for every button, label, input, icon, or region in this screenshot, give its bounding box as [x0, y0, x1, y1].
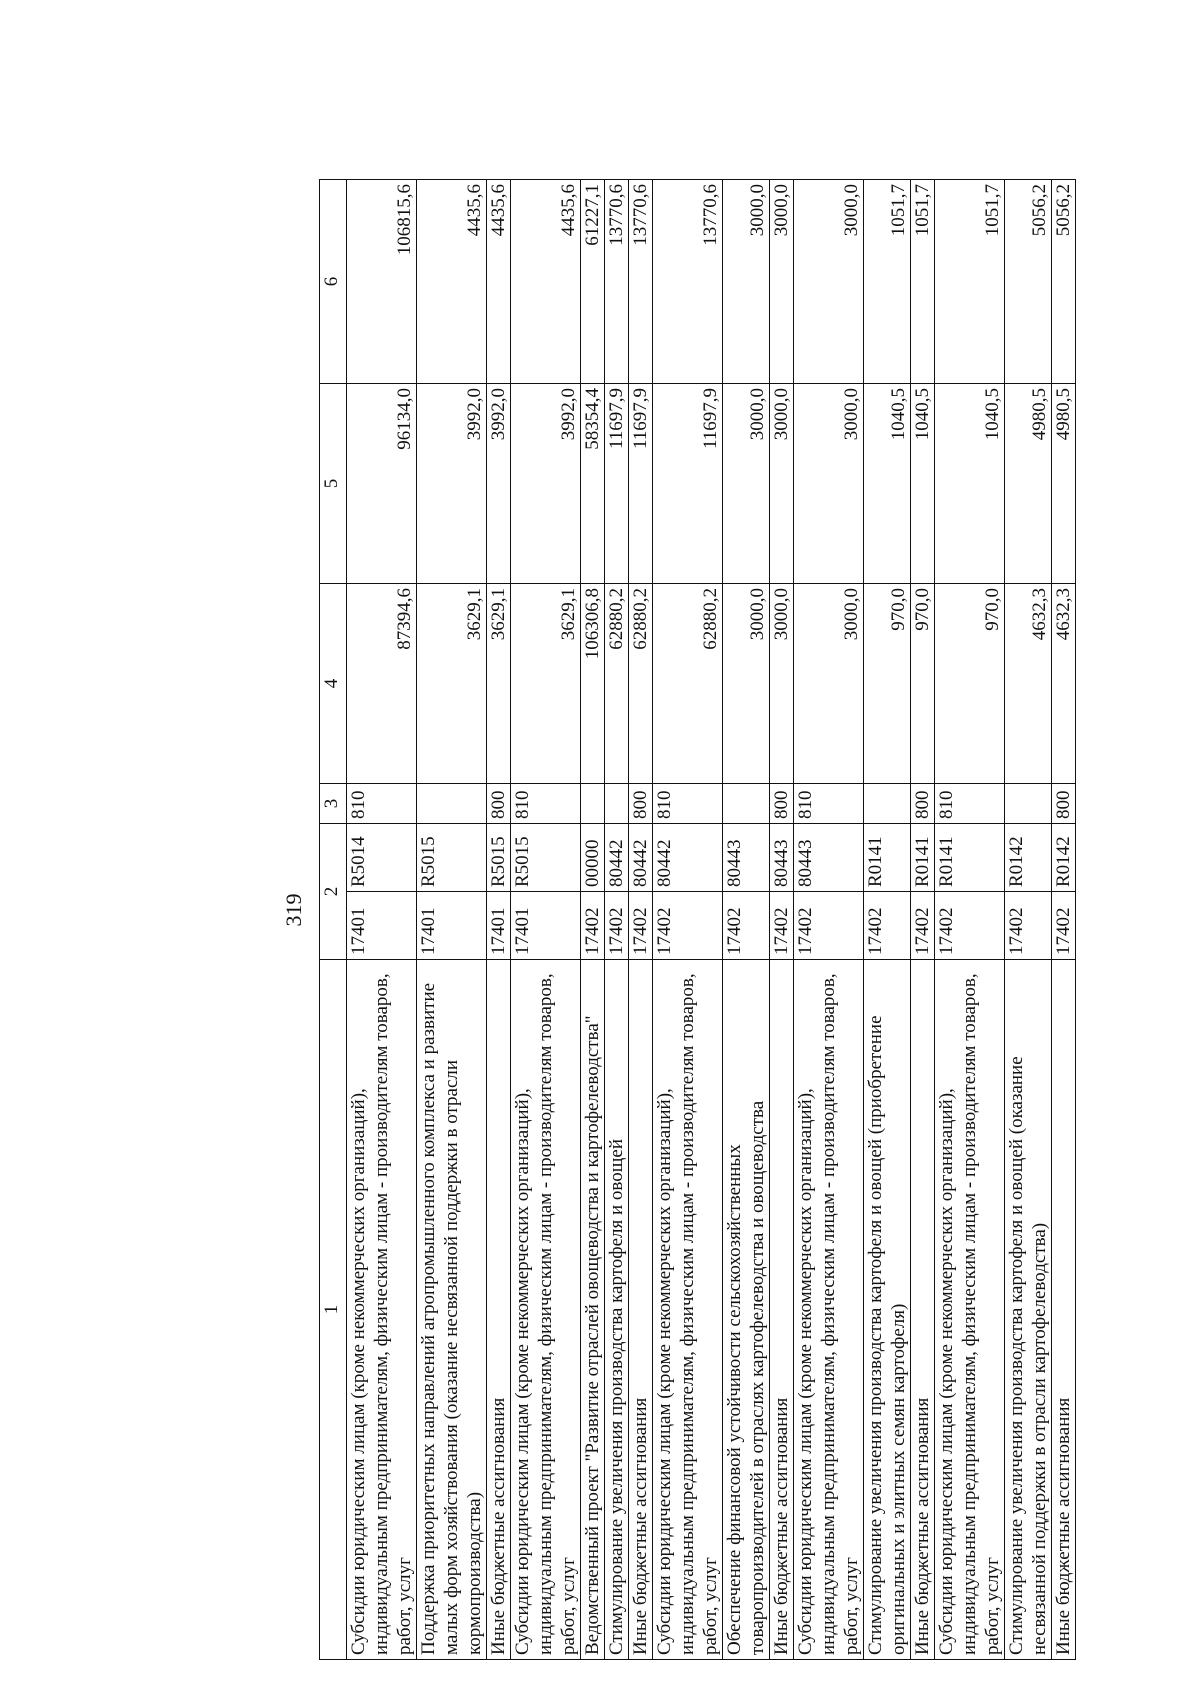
header-col-3: 3: [320, 784, 347, 824]
row-value-5: 1040,5: [935, 384, 1005, 584]
row-code1: 17402: [911, 892, 935, 960]
row-name: Субсидии юридическим лицам (кроме некоммерческих организаций), индивидуальным предпринимателям, физическим лицам - производителям товаров, работ, услуг: [347, 960, 417, 1660]
row-code1: 17402: [581, 892, 605, 960]
row-value-6: 61227,1: [581, 180, 605, 384]
table-row: [347, 180, 417, 1660]
table-row: [911, 180, 935, 1660]
row-value-5: 4980,5: [1005, 384, 1052, 584]
row-code1: 17402: [935, 892, 1005, 960]
row-value-6: 3000,0: [770, 180, 794, 384]
row-value-4: 970,0: [864, 584, 911, 784]
row-name: Иные бюджетные ассигнования: [1052, 960, 1076, 1660]
row-code2: 80442: [653, 824, 723, 892]
row-name: Иные бюджетные ассигнования: [487, 960, 511, 1660]
row-value-6: 13770,6: [605, 180, 629, 384]
row-vr: [417, 784, 487, 824]
row-name: Субсидии юридическим лицам (кроме некоммерческих организаций), индивидуальным предпринимателям, физическим лицам - производителям товаров, работ, услуг: [511, 960, 581, 1660]
row-value-4: 106306,8: [581, 584, 605, 784]
row-value-5: 3992,0: [487, 384, 511, 584]
row-code1: 17402: [723, 892, 770, 960]
row-value-5: 11697,9: [605, 384, 629, 584]
row-code1: 17402: [629, 892, 653, 960]
page-number: 319: [281, 893, 306, 927]
row-vr: 810: [347, 784, 417, 824]
row-value-4: 3629,1: [417, 584, 487, 784]
row-vr: [1005, 784, 1052, 824]
table-row: [864, 180, 911, 1660]
row-vr: 800: [487, 784, 511, 824]
table-row: [935, 180, 1005, 1660]
row-vr: [864, 784, 911, 824]
row-value-4: 3000,0: [770, 584, 794, 784]
row-code1: 17402: [653, 892, 723, 960]
row-name: Стимулирование увеличения производства картофеля и овощей (оказание несвязанной поддержки в отрасли картофелеводства): [1005, 960, 1052, 1660]
row-value-5: 96134,0: [347, 384, 417, 584]
row-value-5: 11697,9: [629, 384, 653, 584]
row-value-5: 3000,0: [723, 384, 770, 584]
row-vr: [723, 784, 770, 824]
rotated-page: [193, 160, 1093, 1680]
row-code1: 17402: [794, 892, 864, 960]
row-value-6: 106815,6: [347, 180, 417, 384]
row-value-6: 5056,2: [1052, 180, 1076, 384]
row-code2: R5014: [347, 824, 417, 892]
row-code2: R0141: [935, 824, 1005, 892]
row-name: Субсидии юридическим лицам (кроме некоммерческих организаций), индивидуальным предпринимателям, физическим лицам - производителям товаров, работ, услуг: [935, 960, 1005, 1660]
row-code2: R0142: [1052, 824, 1076, 892]
row-code2: R0141: [864, 824, 911, 892]
row-value-4: 970,0: [911, 584, 935, 784]
row-value-6: 4435,6: [417, 180, 487, 384]
table-row: [1005, 180, 1052, 1660]
row-value-5: 3000,0: [770, 384, 794, 584]
table-row: [653, 180, 723, 1660]
row-value-5: 1040,5: [911, 384, 935, 584]
row-value-4: 3000,0: [794, 584, 864, 784]
budget-table: [319, 179, 1076, 1660]
header-col-2: 2: [320, 824, 347, 960]
row-vr: 810: [935, 784, 1005, 824]
row-code2: 80443: [770, 824, 794, 892]
row-value-4: 62880,2: [605, 584, 629, 784]
row-value-5: 58354,4: [581, 384, 605, 584]
table-row: [770, 180, 794, 1660]
row-value-6: 13770,6: [629, 180, 653, 384]
row-value-6: 3000,0: [794, 180, 864, 384]
row-name: Иные бюджетные ассигнования: [770, 960, 794, 1660]
row-name: Стимулирование увеличения производства картофеля и овощей: [605, 960, 629, 1660]
row-code1: 17402: [605, 892, 629, 960]
row-vr: [581, 784, 605, 824]
header-col-4: 4: [320, 584, 347, 784]
table-row: [581, 180, 605, 1660]
row-value-5: 3992,0: [417, 384, 487, 584]
row-value-6: 1051,7: [911, 180, 935, 384]
row-value-4: 4632,3: [1052, 584, 1076, 784]
row-value-4: 3629,1: [511, 584, 581, 784]
row-value-6: 3000,0: [723, 180, 770, 384]
table-row: [723, 180, 770, 1660]
row-code2: R5015: [417, 824, 487, 892]
row-vr: 810: [794, 784, 864, 824]
table-row: [1052, 180, 1076, 1660]
row-value-4: 87394,6: [347, 584, 417, 784]
row-code1: 17402: [1052, 892, 1076, 960]
row-value-5: 3992,0: [511, 384, 581, 584]
row-name: Поддержка приоритетных направлений агропромышленного комплекса и развитие малых форм хозяйствования (оказание несвязанной поддержки в отрасли кормопроизводства): [417, 960, 487, 1660]
row-value-6: 5056,2: [1005, 180, 1052, 384]
row-vr: 800: [770, 784, 794, 824]
header-col-5: 5: [320, 384, 347, 584]
row-name: Субсидии юридическим лицам (кроме некоммерческих организаций), индивидуальным предпринимателям, физическим лицам - производителям товаров, работ, услуг: [653, 960, 723, 1660]
row-vr: 800: [1052, 784, 1076, 824]
table-row: [629, 180, 653, 1660]
row-value-6: 4435,6: [511, 180, 581, 384]
row-value-4: 4632,3: [1005, 584, 1052, 784]
row-code1: 17401: [347, 892, 417, 960]
row-code1: 17402: [770, 892, 794, 960]
table-row: [417, 180, 487, 1660]
row-value-4: 62880,2: [629, 584, 653, 784]
row-code2: 80443: [794, 824, 864, 892]
row-vr: 810: [653, 784, 723, 824]
row-code2: R0141: [911, 824, 935, 892]
row-value-4: 3000,0: [723, 584, 770, 784]
row-value-5: 11697,9: [653, 384, 723, 584]
row-value-6: 1051,7: [935, 180, 1005, 384]
row-vr: 800: [911, 784, 935, 824]
header-col-6: 6: [320, 180, 347, 384]
row-value-4: 970,0: [935, 584, 1005, 784]
row-value-6: 13770,6: [653, 180, 723, 384]
table-row: [487, 180, 511, 1660]
row-value-6: 4435,6: [487, 180, 511, 384]
row-code2: 80442: [629, 824, 653, 892]
row-vr: 810: [511, 784, 581, 824]
table-row: [511, 180, 581, 1660]
row-code2: R5015: [511, 824, 581, 892]
row-name: Иные бюджетные ассигнования: [911, 960, 935, 1660]
row-value-4: 3629,1: [487, 584, 511, 784]
row-vr: [605, 784, 629, 824]
row-vr: 800: [629, 784, 653, 824]
row-value-6: 1051,7: [864, 180, 911, 384]
row-name: Субсидии юридическим лицам (кроме некоммерческих организаций), индивидуальным предпринимателям, физическим лицам - производителям товаров, работ, услуг: [794, 960, 864, 1660]
row-code2: R5015: [487, 824, 511, 892]
row-code1: 17401: [487, 892, 511, 960]
row-code1: 17401: [417, 892, 487, 960]
row-code1: 17402: [864, 892, 911, 960]
row-value-5: 1040,5: [864, 384, 911, 584]
row-code2: R0142: [1005, 824, 1052, 892]
table-row: [605, 180, 629, 1660]
header-col-1: 1: [320, 960, 347, 1660]
table-row: [794, 180, 864, 1660]
row-code2: 80442: [605, 824, 629, 892]
row-value-5: 3000,0: [794, 384, 864, 584]
row-value-4: 62880,2: [653, 584, 723, 784]
row-code1: 17402: [1005, 892, 1052, 960]
row-name: Ведомственный проект "Развитие отраслей овощеводства и картофелеводства": [581, 960, 605, 1660]
row-name: Стимулирование увеличения производства картофеля и овощей (приобретение оригинальных и элитных семян картофеля): [864, 960, 911, 1660]
row-name: Иные бюджетные ассигнования: [629, 960, 653, 1660]
row-code2: 80443: [723, 824, 770, 892]
row-code1: 17401: [511, 892, 581, 960]
header-row: [320, 180, 347, 1660]
row-name: Обеспечение финансовой устойчивости сельскохозяйственных товаропроизводителей в отраслях картофелеводства и овощеводства: [723, 960, 770, 1660]
row-code2: 00000: [581, 824, 605, 892]
row-value-5: 4980,5: [1052, 384, 1076, 584]
